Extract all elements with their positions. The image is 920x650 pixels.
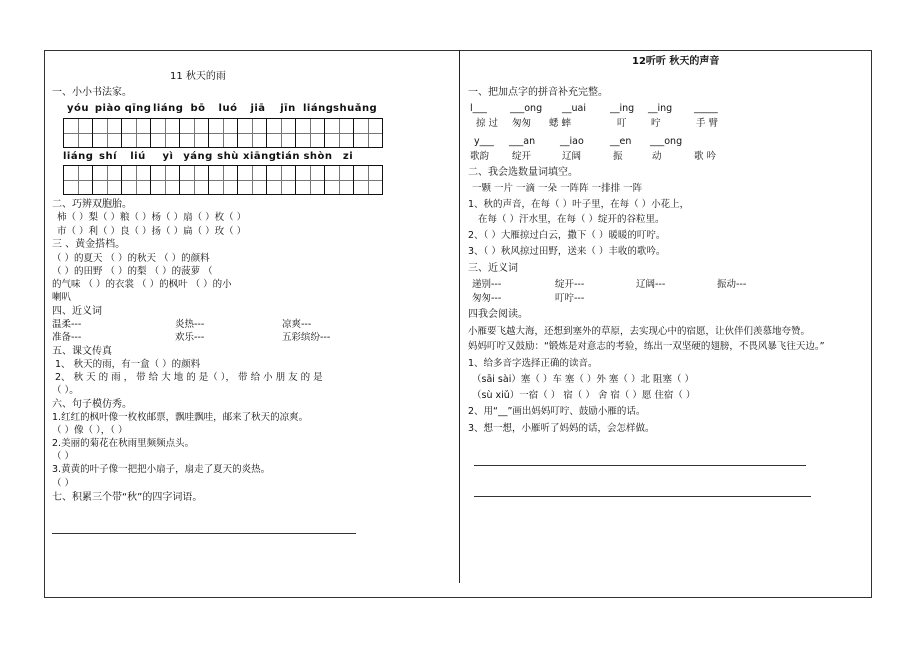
left-s6-line2: （ ）像（ ），（ ） bbox=[52, 425, 128, 436]
pinyin-syllable: qīng bbox=[124, 103, 152, 114]
synonym-a2: 炎热--- bbox=[175, 319, 205, 330]
pinyin-syllable: jīn bbox=[280, 103, 296, 114]
synonym-a3: 凉爽--- bbox=[282, 319, 312, 330]
grid-cell[interactable] bbox=[237, 165, 267, 195]
pinyin-blank: l___ bbox=[470, 103, 487, 114]
synonym-b2: 欢乐--- bbox=[175, 332, 205, 343]
answer-line[interactable] bbox=[474, 465, 806, 466]
reading-question-1a: （sāi sài）塞（ ）车 塞（ ）外 塞（ ）北 阻塞（ ） bbox=[472, 374, 694, 385]
left-s3-line3: 的气味 （ ）的衣裳 （ ）的枫叶 （ ）的小 bbox=[52, 279, 232, 290]
pinyin-syllable: piào bbox=[94, 103, 122, 114]
pinyin-blank: __uai bbox=[562, 103, 586, 114]
reading-question-3: 3、想一想，小雁听了妈妈的话，会怎样做。 bbox=[468, 423, 655, 434]
pinyin-row-1 bbox=[63, 103, 378, 114]
grid-cell[interactable] bbox=[324, 118, 354, 148]
pinyin-blank: ___an bbox=[509, 136, 536, 147]
pinyin-word: 辽阔 bbox=[562, 151, 582, 162]
grid-cell[interactable] bbox=[353, 165, 383, 195]
left-s6-line1: 1.红红的枫叶像一枚枚邮票，飘哇飘哇，邮来了秋天的凉爽。 bbox=[52, 412, 309, 423]
right-s4-heading: 四我会阅读。 bbox=[468, 309, 528, 320]
grid-cell[interactable] bbox=[295, 118, 325, 148]
pinyin-word: 动 bbox=[652, 151, 662, 162]
left-s6-line5: 3.黄黄的叶子像一把把小扇子，扇走了夏天的炎热。 bbox=[52, 464, 271, 475]
pinyin-syllable: shuǎng bbox=[333, 103, 378, 114]
left-s4-heading: 四、近义词 bbox=[52, 306, 102, 317]
left-title: 11 秋天的雨 bbox=[170, 71, 226, 82]
pinyin-syllable: bō bbox=[190, 103, 206, 114]
pinyin-blank: __en bbox=[610, 136, 632, 147]
pinyin-word: 手 臂 bbox=[696, 118, 719, 129]
pinyin-syllable: yì bbox=[162, 151, 174, 162]
right-s2-line1: 1、秋的声音，在每（ ）叶子里，在每（ ）小花上， bbox=[468, 199, 690, 210]
grid-cell[interactable] bbox=[324, 165, 354, 195]
left-s6-heading: 六、句子模仿秀。 bbox=[52, 399, 132, 410]
pinyin-word: 咛 bbox=[651, 118, 661, 129]
left-s7-heading: 七、积累三个带“秋”的四字词语。 bbox=[52, 492, 203, 503]
column-divider bbox=[459, 50, 460, 583]
synonym-c1: 递别--- bbox=[472, 279, 502, 290]
left-s3-line2: （ ）的田野 （ ）的梨 （ ）的菠萝 （ bbox=[52, 266, 213, 277]
grid-cell[interactable] bbox=[353, 118, 383, 148]
left-s5-line3: （ ）。 bbox=[52, 385, 79, 396]
grid-cell[interactable] bbox=[208, 165, 238, 195]
pinyin-syllable: shí bbox=[99, 151, 117, 162]
pinyin-syllable: tián bbox=[275, 151, 301, 162]
synonym-b1: 准备--- bbox=[52, 332, 82, 343]
pinyin-word: 叮 bbox=[617, 118, 627, 129]
pinyin-syllable: shòn bbox=[303, 151, 333, 162]
grid-cell[interactable] bbox=[92, 118, 122, 148]
pinyin-syllable: xiāng bbox=[243, 151, 277, 162]
synonym-c2: 绽开--- bbox=[555, 279, 585, 290]
pinyin-word: 掠 过 bbox=[476, 118, 499, 129]
pinyin-word: 歌 吟 bbox=[694, 151, 717, 162]
pinyin-blank: y___ bbox=[474, 136, 494, 147]
left-s5-line1: 1、 秋天的雨，有一盒（ ）的颜料 bbox=[55, 359, 201, 370]
pinyin-blank: ___ong bbox=[650, 136, 683, 147]
reading-question-2: 2、用“__”画出妈妈叮咛、鼓励小雁的话。 bbox=[468, 406, 646, 417]
grid-cell[interactable] bbox=[208, 118, 238, 148]
writing-grid-row-1[interactable] bbox=[63, 118, 382, 148]
left-s2-line1: 柿（ ）梨（ ）粮（ ）杨（ ）扇（ ）枚（ ） bbox=[57, 212, 247, 223]
right-s2-line4: 3、（ ）秋风掠过田野，送来（ ）丰收的歌吟。 bbox=[468, 246, 666, 257]
right-s2-heading: 二、我会选数量词填空。 bbox=[468, 167, 578, 178]
left-s2-heading: 二、巧辨双胞胎。 bbox=[52, 199, 132, 210]
writing-grid-row-2[interactable] bbox=[63, 165, 382, 195]
grid-cell[interactable] bbox=[266, 165, 296, 195]
grid-cell[interactable] bbox=[63, 165, 93, 195]
answer-line[interactable] bbox=[52, 533, 356, 534]
right-s2-line3: 2、（ ）大雁掠过白云，撒下（ ）暖暖的叮咛。 bbox=[468, 230, 666, 241]
grid-cell[interactable] bbox=[150, 165, 180, 195]
left-s6-line4: （ ） bbox=[52, 451, 75, 462]
right-s2-line2: 在每（ ）汗水里，在每（ ）绽开的谷粒里。 bbox=[478, 214, 665, 225]
left-s1-heading: 一、小小书法家。 bbox=[52, 87, 132, 98]
pinyin-blank: ___ong bbox=[510, 103, 543, 114]
pinyin-syllable: yóu bbox=[66, 103, 89, 114]
left-s3-line1: （ ）的夏天 （ ）的秋天 （ ）的颜料 bbox=[52, 253, 210, 264]
synonym-c4: 振动--- bbox=[717, 279, 747, 290]
left-s6-line6: （ ） bbox=[52, 478, 75, 489]
synonym-d1: 匆匆--- bbox=[472, 293, 502, 304]
pinyin-syllable: liáng bbox=[303, 103, 334, 114]
grid-cell[interactable] bbox=[179, 118, 209, 148]
left-s5-line2: 2、 秋 天 的 雨 ， 带 给 大 地 的 是（ ）， 带 给 小 朋 友 的 是 bbox=[55, 372, 323, 383]
grid-cell[interactable] bbox=[237, 118, 267, 148]
pinyin-word: 歌韵 bbox=[470, 151, 490, 162]
grid-cell[interactable] bbox=[63, 118, 93, 148]
pinyin-syllable: shù bbox=[217, 151, 239, 162]
synonym-a1: 温柔--- bbox=[52, 319, 82, 330]
reading-paragraph-2: 妈妈叮咛又鼓励：“锻炼是对意志的考验，练出一双坚硬的翅膀，不畏风暴飞往天边。” bbox=[468, 341, 825, 352]
grid-cell[interactable] bbox=[295, 165, 325, 195]
grid-cell[interactable] bbox=[121, 165, 151, 195]
right-s3-heading: 三、近义词 bbox=[468, 263, 518, 274]
left-s3-heading: 三 、黄金搭档。 bbox=[52, 239, 126, 250]
pinyin-blank: _____ bbox=[694, 103, 718, 114]
pinyin-word: 绽开 bbox=[512, 151, 532, 162]
measure-word-options: 一颗 一片 一滴 一朵 一阵阵 一排排 一阵 bbox=[472, 183, 643, 194]
pinyin-blank: __iao bbox=[560, 136, 584, 147]
reading-question-1b: （sù xiǔ）一宿（ ） 宿（ ） 舍 宿（ ）愿 住宿（ ） bbox=[472, 390, 696, 401]
right-s1-heading: 一、把加点字的拼音补充完整。 bbox=[468, 87, 608, 98]
pinyin-blank: __ing bbox=[610, 103, 635, 114]
pinyin-word: 振 bbox=[613, 151, 623, 162]
grid-cell[interactable] bbox=[92, 165, 122, 195]
right-title: 12听听 秋天的声音 bbox=[632, 56, 720, 67]
pinyin-syllable: yáng bbox=[183, 151, 213, 162]
left-s3-line4: 喇叭 bbox=[52, 292, 72, 303]
grid-cell[interactable] bbox=[266, 118, 296, 148]
synonym-d2: 叮咛--- bbox=[555, 293, 585, 304]
grid-cell[interactable] bbox=[179, 165, 209, 195]
grid-cell[interactable] bbox=[150, 118, 180, 148]
synonym-b3: 五彩缤纷--- bbox=[282, 332, 331, 343]
pinyin-syllable: liáng bbox=[63, 151, 94, 162]
pinyin-syllable: jiā bbox=[250, 103, 266, 114]
reading-paragraph-1: 小雁要飞越大海，还想到塞外的草原，去实现心中的宿愿，让伙伴们羡慕地夸赞。 bbox=[468, 326, 811, 337]
reading-question-1: 1、给多音字选择正确的读音。 bbox=[468, 358, 598, 369]
left-s5-heading: 五、课文传真 bbox=[52, 346, 112, 357]
pinyin-blank: __ing bbox=[648, 103, 673, 114]
pinyin-syllable: liú bbox=[130, 151, 146, 162]
pinyin-syllable: luó bbox=[218, 103, 238, 114]
pinyin-word: 匆匆 bbox=[512, 118, 532, 129]
pinyin-syllable: liáng bbox=[153, 103, 184, 114]
grid-cell[interactable] bbox=[121, 118, 151, 148]
synonym-c3: 辽阔--- bbox=[636, 279, 666, 290]
left-s2-line2: 市（ ）利（ ）良（ ）扬（ ）扁（ ）玫（ ） bbox=[57, 226, 247, 237]
answer-line[interactable] bbox=[474, 496, 811, 497]
pinyin-syllable: zi bbox=[342, 151, 354, 162]
pinyin-row-2 bbox=[63, 151, 363, 162]
left-s6-line3: 2.美丽的菊花在秋雨里频频点头。 bbox=[52, 438, 195, 449]
pinyin-word: 蟋 蟀 bbox=[549, 118, 572, 129]
